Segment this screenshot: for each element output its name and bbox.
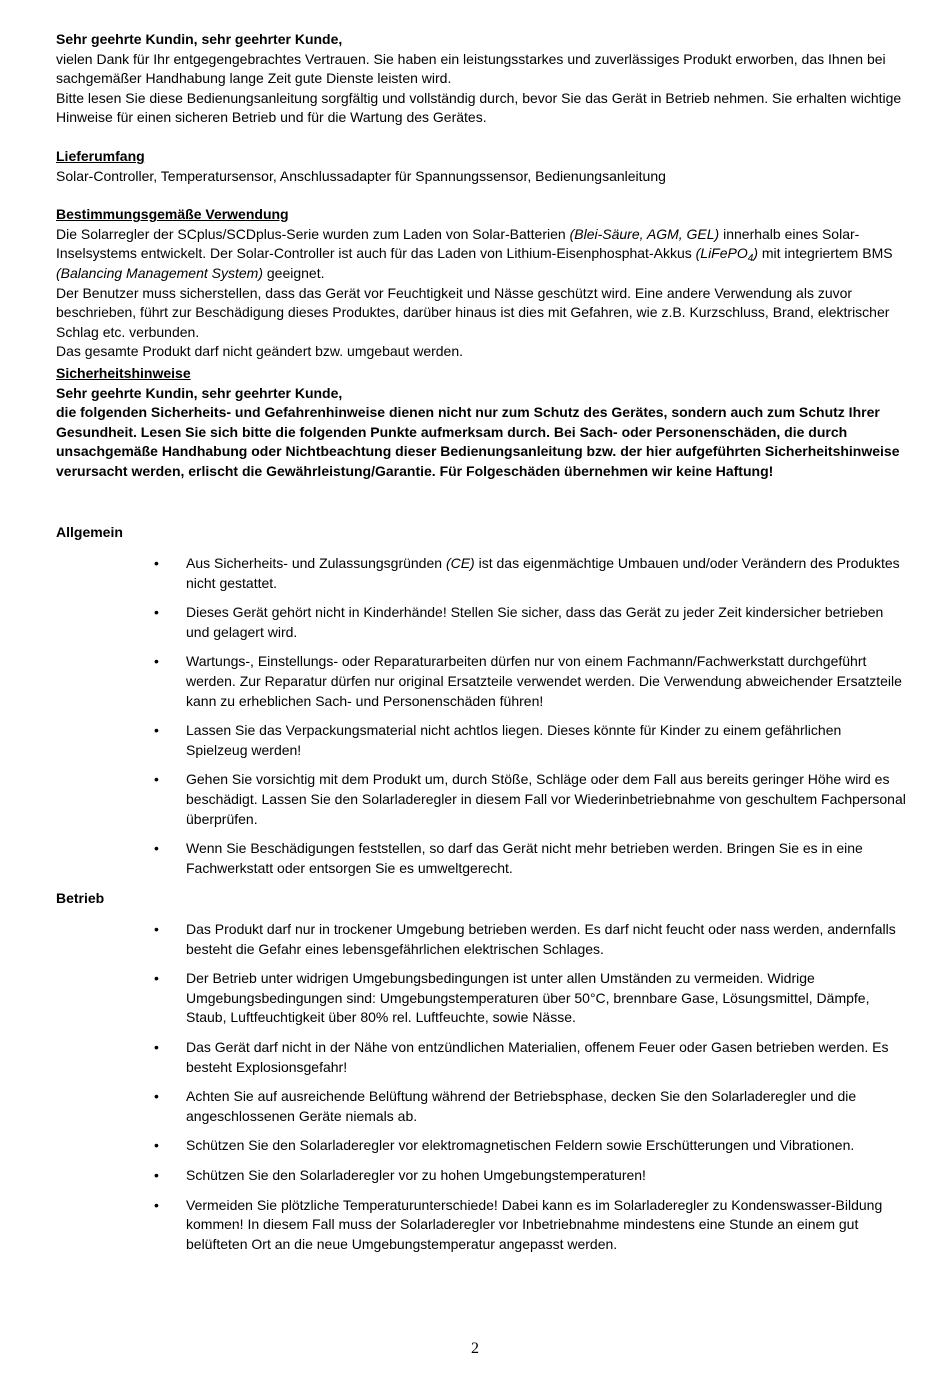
list-item: • Wartungs-, Einstellungs- oder Reparaturarbeiten dürfen nur von einem Fachmann/Fachwerkstatt durchgeführt werden. Zur Reparatur dürfen nur original Ersatzteile verwendet werden. Die Verwendung abweichender Ersatzteile kann zu erheblichen Sach- und Personenschäden führen! xyxy=(154,653,902,709)
bullet-icon: • xyxy=(154,840,159,857)
lieferumfang-heading: Lieferumfang xyxy=(56,147,145,164)
list-item: • Lassen Sie das Verpackungsmaterial nicht achtlos liegen. Dieses könnte für Kinder zu einem gefährlichen Spielzeug werden! xyxy=(154,722,842,758)
list-item: • Vermeiden Sie plötzliche Temperaturunterschiede! Dabei kann es im Solarladeregler zu Kondenswasser-Bildung kommen! In diesem Fall muss der Solarladeregler vor Inbetriebnahme mindestens eine Stunde an einem gut belüfteten Ort an die neue Umgebungstemperatur angepasst werden. xyxy=(154,1196,883,1252)
list-item: • Das Produkt darf nur in trockener Umgebung betrieben werden. Es darf nicht feucht oder nass werden, andernfalls besteht die Gefahr eines lebensgefährlichen elektrischen Schlages. xyxy=(154,920,896,957)
list-item: • Schützen Sie den Solarladeregler vor zu hohen Umgebungstemperaturen! xyxy=(56,1166,906,1186)
bullet-icon: • xyxy=(154,1137,159,1154)
list-item: • Gehen Sie vorsichtig mit dem Produkt um, durch Stöße, Schläge oder dem Fall aus bereits geringer Höhe wird es beschädigt. Lassen Sie den Solarladeregler in diesem Fall vor Wiederinbetriebnahme von geschultem Fachpersonal überprüfen. xyxy=(154,771,906,827)
list-item: • Der Betrieb unter widrigen Umgebungsbedingungen ist unter allen Umständen zu vermeiden. Widrige Umgebungsbedingungen sind: Umgebungstemperaturen über 50°C, brennbare Gase, Lösungsmittel, Dämpfe, Staub, Luftfeuchtigkeit über 80% rel. Luftfeuchte, sowie Nässe. xyxy=(154,970,870,1026)
bullet-icon: • xyxy=(154,555,159,572)
intro-greeting: Sehr geehrte Kundin, sehr geehrter Kunde, xyxy=(56,31,343,47)
verwendung-paragraph: Die Solarregler der SCplus/SCDplus-Serie wurden zum Laden von Solar-Batterien (Blei-Säure, AGM, GEL) innerhalb eines Solar-Inselsystems entwickelt. Der Solar-Controller ist auch für das Laden von Lithium-Eisenphosphat-Akkus (LiFePO$_4$) mit integriertem BMS (Balancing Management System) geeignet. xyxy=(56,225,893,281)
betrieb-list xyxy=(56,920,906,1254)
bullet-icon: • xyxy=(154,1166,159,1183)
page-number: 2 xyxy=(471,1340,479,1357)
list-item: • Das Gerät darf nicht in der Nähe von entzündlichen Materialien, offenem Feuer oder Gasen betrieben werden. Es besteht Explosionsgefahr! xyxy=(154,1038,889,1075)
verwendung-heading: Bestimmungsgemäße Verwendung xyxy=(56,206,289,223)
document-page xyxy=(56,30,906,1264)
verwendung-paragraph: Der Benutzer muss sicherstellen, dass das Gerät vor Feuchtigkeit und Nässe geschützt wird. Eine andere Verwendung als zuvor beschrieben, führt zur Beschädigung dieses Produktes, darüber hinaus ist dies mit Gefahren, wie z.B. Kurzschluss, Brand, elektrischer Schlag etc. verbunden. xyxy=(56,284,890,340)
allgemein-label: Allgemein xyxy=(56,524,123,541)
bullet-icon: • xyxy=(154,970,159,987)
bullet-icon: • xyxy=(154,653,159,670)
list-item: • Aus Sicherheits- und Zulassungsgründen (CE) ist das eigenmächtige Umbauen und/oder Verändern des Produktes nicht gestattet. xyxy=(154,555,900,591)
list-item: • Wenn Sie Beschädigungen feststellen, so darf das Gerät nicht mehr betrieben werden. Bringen Sie es in eine Fachwerkstatt oder entsorgen Sie es umweltgerecht. xyxy=(154,840,863,876)
bullet-icon: • xyxy=(154,1088,159,1105)
bullet-icon: • xyxy=(154,771,159,788)
bullet-icon: • xyxy=(154,920,159,937)
bullet-icon: • xyxy=(154,604,159,621)
list-item: • Achten Sie auf ausreichende Belüftung während der Betriebsphase, decken Sie den Solarladeregler und die angeschlossenen Geräte niemals ab. xyxy=(154,1088,857,1124)
betrieb-label: Betrieb xyxy=(56,890,105,907)
sicherheit-heading: Sicherheitshinweise xyxy=(56,364,191,381)
list-item: • Schützen Sie den Solarladeregler vor elektromagnetischen Feldern sowie Erschütterungen und Vibrationen. xyxy=(56,1136,906,1156)
intro-paragraph: Bitte lesen Sie diese Bedienungsanleitung sorgfältig und vollständig durch, bevor Sie das Gerät in Betrieb nehmen. Sie erhalten wichtige Hinweise für einen sicheren Betrieb und für die Wartung des Gerätes. xyxy=(56,89,902,126)
bullet-icon: • xyxy=(154,722,159,739)
verwendung-paragraph: Das gesamte Produkt darf nicht geändert bzw. umgebaut werden. xyxy=(56,343,464,360)
sicherheit-greeting: Sehr geehrte Kundin, sehr geehrter Kunde, xyxy=(56,384,343,401)
intro-paragraph: vielen Dank für Ihr entgegengebrachtes Vertrauen. Sie haben ein leistungsstarkes und zuverlässiges Produkt erworben, das Ihnen bei sachgemäßer Handhabung lange Zeit gute Dienste leisten wird. xyxy=(56,50,886,87)
bullet-icon: • xyxy=(154,1196,159,1213)
allgemein-list xyxy=(56,554,906,878)
lieferumfang-text: Solar-Controller, Temperatursensor, Anschlussadapter für Spannungssensor, Bedienungsanleitung xyxy=(56,167,666,184)
bullet-icon: • xyxy=(154,1038,159,1055)
sicherheit-text: die folgenden Sicherheits- und Gefahrenhinweise dienen nicht nur zum Schutz des Gerätes, sondern auch zum Schutz Ihrer Gesundheit. Lesen Sie sich bitte die folgenden Punkte aufmerksam durch. Bei Sach- oder Personenschäden, die durch unsachgemäße Handhabung oder Nichtbeachtung dieser Bedienungsanleitung bzw. der hier aufgeführten Sicherheitshinweise verursacht werden, erlischt die Gewährleistung/Garantie. Für Folgeschäden übernehmen wir keine Haftung! xyxy=(56,404,900,479)
list-item: • Dieses Gerät gehört nicht in Kinderhände! Stellen Sie sicher, dass das Gerät zu jeder Zeit kindersicher betrieben und gelagert wird. xyxy=(154,604,884,640)
